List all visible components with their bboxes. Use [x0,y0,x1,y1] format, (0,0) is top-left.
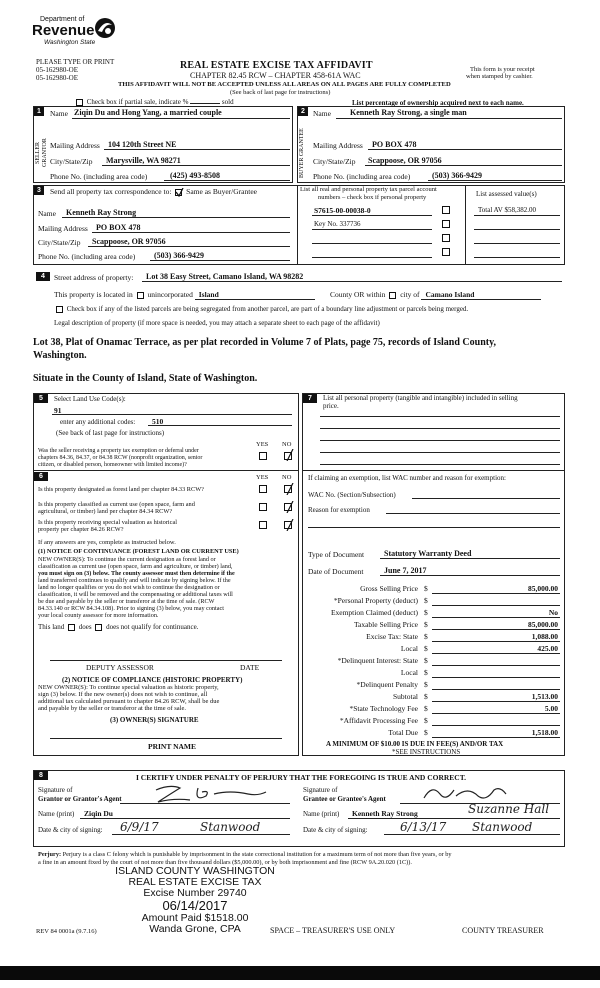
notice-1-line-3: you must sign on (3) below. The county assessor must then determine if the [38,570,235,577]
financial-underline [432,725,560,726]
financial-label: Local [400,644,418,653]
certify-statement: I CERTIFY UNDER PENALTY OF PERJURY THAT THE FOREGOING IS TRUE AND CORRECT. [136,773,467,782]
legal-label: Legal description of property (if more space is needed, you may attach a separate sheet to each page of the affidavit) [54,319,380,327]
s6-q2b: agricultural, or timber) land per chapter 84.34 RCW? [38,508,173,515]
section-3-number: 3 [34,186,44,195]
date-label: DATE [240,663,260,672]
notice-1-line-7: be due and payable by the seller or transferor at the time of sale. (RCW [38,598,215,605]
legal-description-1[interactable]: Lot 38, Plat of Onamac Terrace, as per plat recorded in Volume 7 of Plats, page 75, records of Island County, [33,337,497,348]
s6-q2a: Is this property classified as current use (open space, farm and [38,501,195,508]
buyer-mail-label: Mailing Address [313,141,363,150]
dollar-sign: $ [424,584,428,593]
treasurer-space: SPACE – TREASURER'S USE ONLY [270,926,396,935]
this-land-label: This land [38,623,65,631]
financial-label: Gross Selling Price [360,584,418,593]
s6-yes: YES [256,474,269,481]
document-date-label: Date of Document [308,567,364,576]
parcel-head-2: numbers – check box if personal property [318,194,427,201]
situate-line[interactable]: Situate in the County of Island, State of Washington. [33,373,258,384]
form-title: REAL ESTATE EXCISE TAX AFFIDAVIT [180,60,373,71]
partial-sale-row [74,98,234,106]
s3-name[interactable]: Kenneth Ray Strong [66,208,137,217]
additional-code[interactable]: 510 [152,417,164,426]
s5-yes-checkbox[interactable] [259,452,267,460]
s5-no-checkbox[interactable] [284,452,292,460]
does-label: does [78,623,92,631]
personal-property-checkbox-3[interactable] [442,234,450,242]
notice-2-line-2: sign (3) below. If the new owner(s) does not wish to continue, all [38,691,208,698]
notice-1-line-4: land transferred continues to qualify and will indicate by signing below. If the [38,577,231,584]
financial-value[interactable]: 1,518.00 [531,728,558,737]
check-mark-icon [284,519,294,531]
grantee-date-city-label: Date & city of signing: [303,826,368,834]
minimum-due: A MINIMUM OF $10.00 IS DUE IN FEE(S) AND/OR TAX [326,740,504,748]
grantee-name-hand[interactable]: Suzanne Hall [468,802,550,816]
owner-signature-label: (3) OWNER(S) SIGNATURE [110,716,199,724]
perjury-text-1: Perjury is a class C felony which is punishable by imprisonment in the state correctional institution for a maximum term of not more than five years, or by [62,851,452,858]
grantor-date-city-label: Date & city of signing: [38,826,103,834]
grantee-signature[interactable] [420,782,510,804]
notice-1-line-1: NEW OWNER(S): To continue the current designation as forest land or [38,556,216,563]
print-name-label: PRINT NAME [148,742,196,751]
financial-label: *Personal Property (deduct) [333,596,418,605]
buyer-city-label: City/State/Zip [313,157,356,166]
grantee-name-print[interactable]: Kenneth Ray Strong [352,809,418,818]
financial-underline [432,629,560,630]
dollar-sign: $ [424,656,428,665]
claiming-exemption: If claiming an exemption, list WAC number and reason for exemption: [308,474,506,482]
grantor-agent-label: Grantor or Grantor's Agent [38,795,122,803]
see-back: (See back of last page for instructions) [230,89,331,96]
grantor-name-print[interactable]: Ziqin Du [84,809,113,818]
please-type: PLEASE TYPE OR PRINT [36,58,115,66]
city-checkbox[interactable] [389,292,396,299]
checkmark-icon [175,188,184,197]
grantor-date-hand[interactable]: 6/9/17 [120,820,159,834]
financial-underline [432,677,560,678]
notice-1-title: (1) NOTICE OF CONTINUANCE (FOREST LAND OR CURRENT USE) [38,548,239,555]
notice-1-line-2: classification as current use (open space, farm and agriculture, or timber) land, [38,563,233,570]
located-row [54,290,315,300]
financial-underline [432,665,560,666]
located-label: This property is located in [54,290,133,299]
treasurer-stamp [100,866,290,935]
financial-label: *Affidavit Processing Fee [339,716,418,725]
grantee-name-print-label: Name (print) [303,810,340,818]
s6-q2-yes[interactable] [259,503,267,511]
parcel-head-1: List all real and personal property tax parcel account [300,186,437,193]
wac-label: WAC No. (Section/Subsection) [308,491,396,499]
stamp-line-1: ISLAND COUNTY WASHINGTON [115,865,275,877]
seller-side-label: SELLER GRANTOR [35,138,48,168]
legal-description-2[interactable]: Washington. [33,350,87,361]
document-type-label: Type of Document [308,550,365,559]
send-label: Send all property tax correspondence to: [50,187,172,196]
select-land-use: Select Land Use Code(s): [54,395,126,403]
does-checkbox[interactable] [68,624,75,631]
s5-q1c: citizen, or disabled person, homeowner with limited income)? [38,462,187,468]
financial-underline [432,593,560,594]
financial-label: Total Due [388,728,418,737]
buyer-mail[interactable]: PO BOX 478 [372,140,417,149]
s3-city[interactable]: Scappoose, OR 97056 [92,237,166,246]
dollar-sign: $ [424,596,428,605]
same-as-buyer-checkbox[interactable] [175,189,182,196]
county-or-label: County OR within [330,290,386,299]
s3-mail-label: Mailing Address [38,224,88,233]
s6-q3-yes[interactable] [259,521,267,529]
s5-q1b: chapters 84.36, 84.37, or 84.38 RCW (nonprofit organization, senior [38,455,203,461]
financial-value[interactable]: 1,513.00 [531,692,558,701]
financial-label: *Delinquent Penalty [356,680,418,689]
financial-value[interactable]: 85,000.00 [528,584,558,593]
financial-value[interactable]: 425.00 [537,644,558,653]
financial-underline [432,605,560,606]
receipt-line2: when stamped by cashier. [466,73,533,80]
financial-underline [432,701,560,702]
street-label: Street address of property: [54,273,134,282]
grantee-city-hand[interactable]: Stanwood [472,820,533,834]
seller-phone-label: Phone No. (including area code) [50,172,148,181]
dollar-sign: $ [424,680,428,689]
section-5-number: 5 [34,394,48,403]
s6-ifany: If any answers are yes, complete as instructed below. [38,539,176,546]
financial-value[interactable]: 5.00 [544,704,558,713]
partial-sale-label: Check box if partial sale, indicate % [86,98,189,106]
grantee-sig-of: Signature of [303,786,338,794]
buyer-name[interactable]: Kenneth Ray Strong, a single man [350,108,467,117]
financial-value[interactable]: 1,088.00 [531,632,558,641]
s6-q3-no[interactable] [284,521,292,529]
grantor-name-print-label: Name (print) [38,810,75,818]
street-address[interactable]: Lot 38 Easy Street, Camano Island, WA 98282 [146,272,304,281]
land-use-code[interactable]: 91 [54,406,62,415]
assessed-value[interactable]: Total AV $58,382.00 [478,206,536,214]
parcel-number[interactable]: S7615-00-00038-0 [314,206,371,215]
segregated-row [54,305,468,313]
unincorporated-label: unincorporated [147,290,193,299]
grantor-sig-of: Signature of [38,786,73,794]
segregated-checkbox[interactable] [56,306,63,313]
personal-property-checkbox-1[interactable] [442,206,450,214]
section-7-number: 7 [303,394,317,403]
stamp-line-3: Excise Number 29740 [143,887,247,899]
s5-q1a: Was the seller receiving a property tax exemption or deferral under [38,448,199,454]
s7-list-1: List all personal property (tangible and intangible) included in selling [323,394,518,402]
financial-label: Local [400,668,418,677]
s6-q3b: property per chapter 84.26 RCW? [38,526,124,533]
city-name[interactable]: Camano Island [421,290,541,300]
s6-q2-no[interactable] [284,503,292,511]
dollar-sign: $ [424,728,428,737]
notice-1-line-5: land no longer qualifies or you do not wish to continue the designation or [38,584,220,591]
seller-city-label: City/State/Zip [50,157,93,166]
financial-label: Taxable Selling Price [353,620,418,629]
city-of-label: city of [400,290,420,299]
perjury-line-1 [38,851,452,858]
s3-phone[interactable]: (503) 366-9429 [154,251,204,260]
dollar-sign: $ [424,608,428,617]
financial-value[interactable]: No [548,608,558,617]
financial-label: *Delinquent Interest: State [337,656,418,665]
personal-property-checkbox-4[interactable] [442,248,450,256]
section-2-number: 2 [298,107,308,116]
dept-line2: Revenue [32,22,95,39]
notice-2-title: (2) NOTICE OF COMPLIANCE (HISTORIC PROPERTY) [62,676,243,684]
stamp-line-4: 06/14/2017 [162,898,228,913]
perjury-label: Perjury: [38,851,62,858]
financial-label: Subtotal [392,692,418,701]
sold-label: sold [221,98,234,106]
does-not-label: does not qualify for continuance. [106,623,199,631]
section-6-number: 6 [34,472,48,481]
buyer-city[interactable]: Scappoose, OR 97056 [368,156,442,165]
perjury-line-2: a fine in an amount fixed by the court of not more than five thousand dollars ($5,000.00), or by both imprisonment and fine (RCW 9A.20.020 (1C)). [38,859,412,866]
financial-label: *State Technology Fee [349,704,418,713]
form-number-2: 05-162980-OE [36,74,78,82]
form-chapter: CHAPTER 82.45 RCW – CHAPTER 458-61A WAC [190,71,361,80]
financial-underline [432,689,560,690]
county-name[interactable]: Island [195,290,315,300]
s6-no: NO [282,474,292,481]
notice-1-line-8: 84.33.140 or RCW 84.34.108). Prior to signing (3) below, you may contact [38,605,224,612]
seller-mail[interactable]: 104 120th Street NE [108,140,177,149]
financial-underline [432,617,560,618]
segregated-label: Check box if any of the listed parcels are being segregated from another parcel, are part of a boundary line adjustment or parcels being merged. [66,305,469,313]
s6-q1: Is this property designated as forest land per chapter 84.33 RCW? [38,486,204,493]
dollar-sign: $ [424,716,428,725]
notice-2-line-1: NEW OWNER(S): To continue special valuation as historic property, [38,684,219,691]
city-row [330,290,541,300]
s6-q3a: Is this property receiving special valuation as historical [38,519,178,526]
check-mark-icon [284,483,294,495]
seller-name[interactable]: Ziqin Du and Hong Yang, a married couple [74,108,222,117]
send-correspondence [50,187,257,196]
dept-line3: Washington State [44,39,96,46]
county-treasurer: COUNTY TREASURER [462,926,544,935]
unincorporated-checkbox[interactable] [137,292,144,299]
s5-see-back: (See back of last page for instructions) [56,429,165,437]
grantee-date-hand[interactable]: 6/13/17 [400,820,447,834]
s3-city-label: City/State/Zip [38,238,81,247]
stamp-line-2: REAL ESTATE EXCISE TAX [128,876,262,888]
financial-value[interactable]: 85,000.00 [528,620,558,629]
s7-list-2: price. [323,402,339,410]
s5-no: NO [282,441,292,448]
assessed-head: List assessed value(s) [476,190,537,198]
seller-name-label: Name [50,109,68,118]
bottom-bar [0,966,600,980]
s5-yes: YES [256,441,269,448]
financial-label: Exemption Claimed (deduct) [330,608,418,617]
buyer-side-label: BUYER GRANTEE [299,128,305,178]
receipt-line1: This form is your receipt [470,66,535,73]
s3-phone-label: Phone No. (including area code) [38,252,136,261]
dollar-sign: $ [424,644,428,653]
section-4-number: 4 [36,272,50,281]
stamp-line-6: Wanda Grone, CPA [149,923,241,935]
s6-q1-no[interactable] [284,485,292,493]
notice-1-line-6: classification, it will be removed and the compensating or additional taxes will [38,591,233,598]
partial-sale-checkbox[interactable] [76,99,83,106]
this-land-row [38,623,198,631]
check-mark-icon [284,501,294,513]
key-number[interactable]: Key No. 337736 [314,220,361,228]
s6-q1-yes[interactable] [259,485,267,493]
grantee-agent-label: Grantee or Grantee's Agent [303,795,386,803]
financial-underline [432,737,560,738]
revenue-logo [32,16,114,54]
notice-1-line-9: your local county assessor for more information. [38,612,159,619]
financial-underline [432,653,560,654]
reason-label: Reason for exemption [308,506,370,514]
form-warning: THIS AFFIDAVIT WILL NOT BE ACCEPTED UNLESS ALL AREAS ON ALL PAGES ARE FULLY COMPLETED [118,81,451,88]
check-mark-icon [284,449,294,461]
notice-2-line-4: and payable by the seller or transferor at the time of sale. [38,705,186,712]
document-date[interactable]: June 7, 2017 [384,566,427,575]
dollar-sign: $ [424,692,428,701]
dollar-sign: $ [424,620,428,629]
s3-mail[interactable]: PO BOX 478 [96,223,141,232]
seller-mail-label: Mailing Address [50,141,100,150]
dept-line1: Department of [40,16,85,23]
buyer-phone-label: Phone No. (including area code) [313,172,411,181]
dollar-sign: $ [424,632,428,641]
seller-phone[interactable]: (425) 493-8508 [170,171,220,180]
personal-property-checkbox-2[interactable] [442,220,450,228]
section-1-number: 1 [34,107,44,116]
document-type[interactable]: Statutory Warranty Deed [384,549,472,558]
financial-label: Excise Tax: State [366,632,418,641]
buyer-phone[interactable]: (503) 366-9429 [432,171,482,180]
rev-number: REV 84 0001a (9.7.16) [36,928,97,935]
stamp-line-5: Amount Paid $1518.00 [141,912,249,924]
buyer-name-label: Name [313,109,331,118]
dollar-sign: $ [424,668,428,677]
seller-city[interactable]: Marysville, WA 98271 [106,156,181,165]
form-number-1: 05-162980-OE [36,66,78,74]
grantor-city-hand[interactable]: Stanwood [200,820,261,834]
financial-underline [432,641,560,642]
section-8-number: 8 [34,771,48,780]
pct-list: List percentage of ownership acquired next to each name. [352,99,524,107]
financial-underline [432,713,560,714]
notice-2-line-3: additional tax calculated pursuant to chapter 84.26 RCW, shall be due [38,698,220,705]
does-not-checkbox[interactable] [95,624,102,631]
additional-codes-label: enter any additional codes: [60,418,136,426]
deputy-assessor-label: DEPUTY ASSESSOR [86,663,154,672]
s3-name-label: Name [38,209,56,218]
dollar-sign: $ [424,704,428,713]
see-instructions: *SEE INSTRUCTIONS [392,748,461,756]
same-label: Same as Buyer/Grantee [186,187,257,196]
revenue-swirl-icon [94,17,116,39]
